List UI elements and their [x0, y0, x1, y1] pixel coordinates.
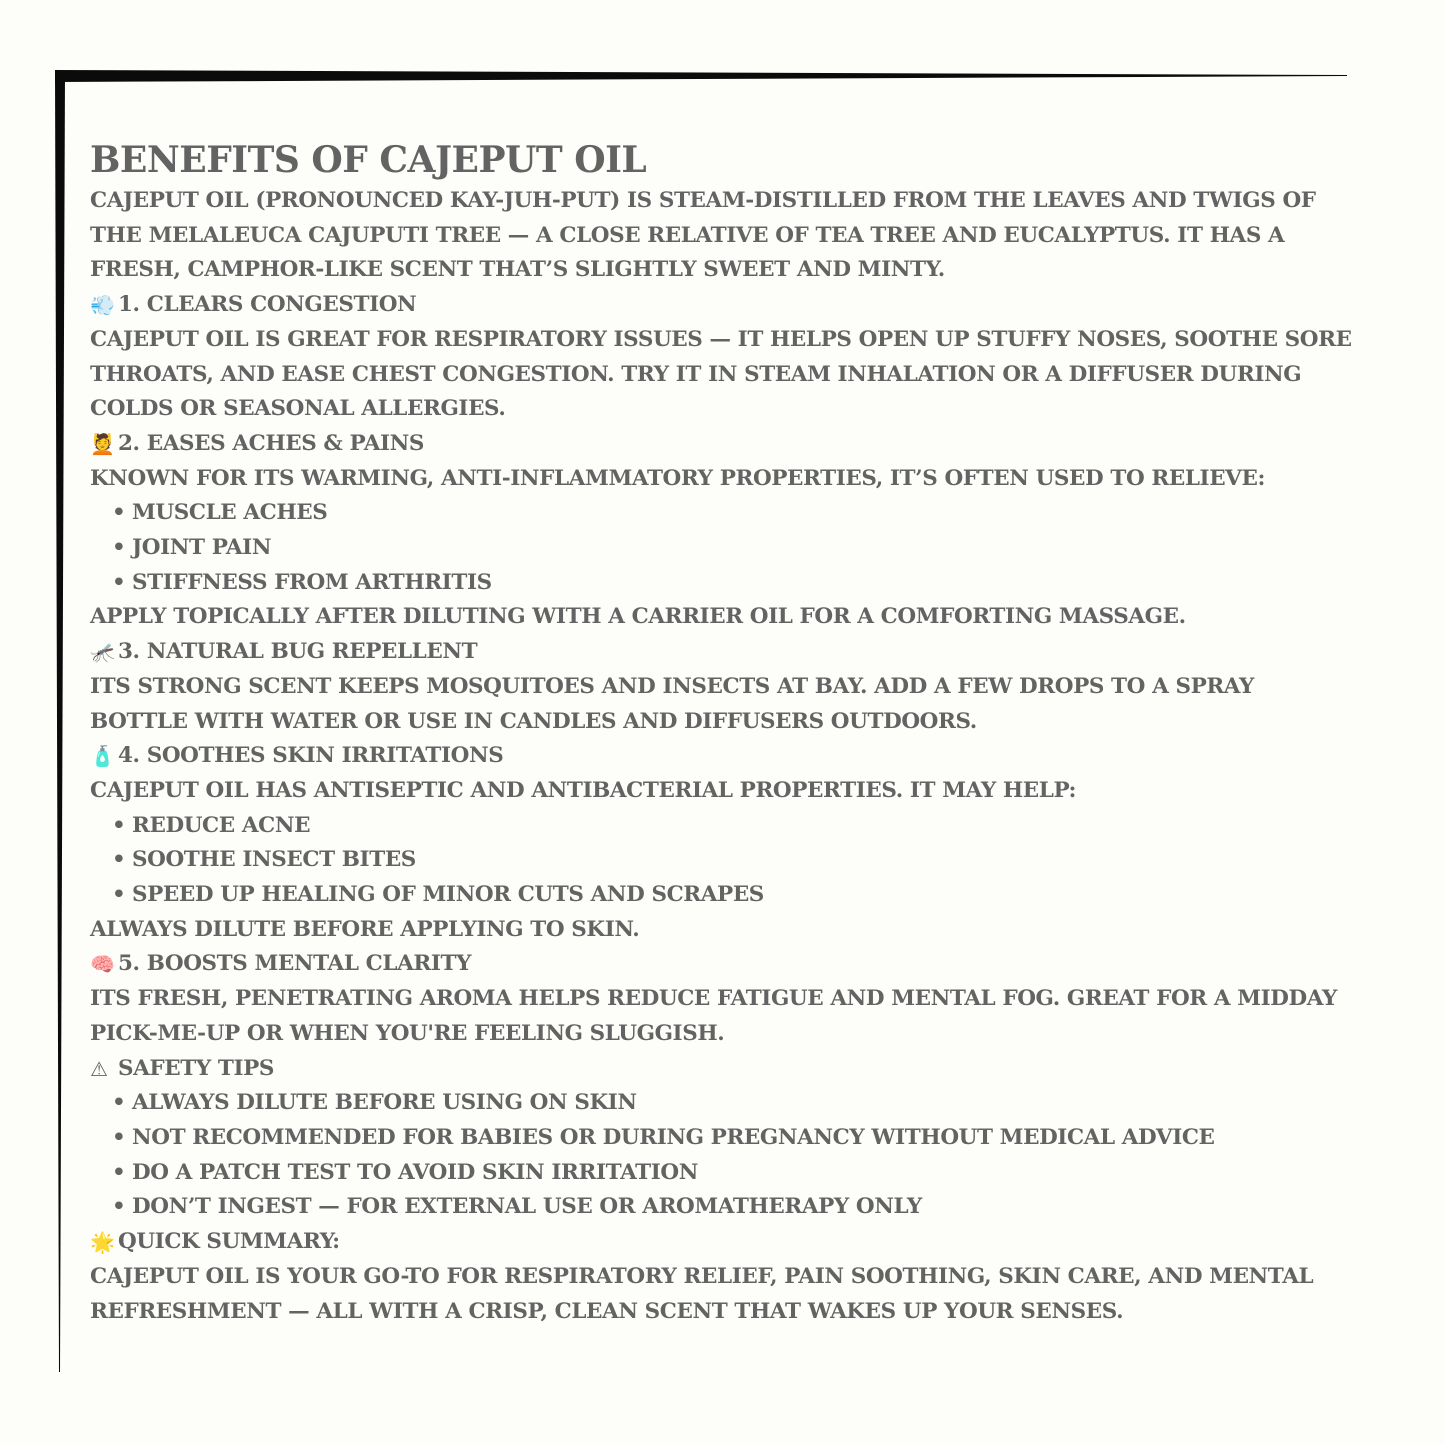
frame-top-border — [55, 70, 1347, 82]
article — [90, 136, 1355, 1329]
star-icon: 🌟 — [90, 1230, 115, 1255]
section-text: ITS FRESH, PENETRATING AROMA HELPS REDUCE FATIGUE AND MENTAL FOG. GREAT FOR A MIDDAY PICK-ME-UP OR WHEN YOU'RE FEELING SLUGGISH. — [90, 986, 1337, 1046]
bullet-icon: • — [112, 812, 126, 838]
aches-list — [90, 496, 1355, 600]
list-item: • NOT RECOMMENDED FOR BABIES OR DURING PREGNANCY WITHOUT MEDICAL ADVICE — [112, 1121, 1355, 1156]
section-heading-congestion — [90, 288, 1355, 323]
section-heading-text: QUICK SUMMARY: — [118, 1229, 340, 1255]
bullet-icon: • — [112, 535, 126, 561]
section-text: KNOWN FOR ITS WARMING, ANTI-INFLAMMATORY PROPERTIES, IT’S OFTEN USED TO RELIEVE: — [90, 465, 1265, 491]
list-item: • JOINT PAIN — [112, 531, 1355, 566]
section-heading-bug-repellent — [90, 635, 1355, 670]
section-heading-text: 2. EASES ACHES & PAINS — [118, 430, 425, 456]
section-text: CAJEPUT OIL HAS ANTISEPTIC AND ANTIBACTERIAL PROPERTIES. IT MAY HELP: — [90, 777, 1077, 803]
section-text: ALWAYS DILUTE BEFORE APPLYING TO SKIN. — [90, 916, 640, 942]
frame-left-border — [55, 72, 65, 1372]
brain-icon: 🧠 — [90, 952, 115, 977]
bullet-icon: • — [112, 1159, 126, 1185]
lotion-bottle-icon: 🧴 — [90, 744, 115, 769]
list-item: • SPEED UP HEALING OF MINOR CUTS AND SCRAPES — [112, 878, 1355, 913]
warning-icon: ⚠ — [90, 1056, 108, 1081]
page-title: BENEFITS OF CAJEPUT OIL — [90, 139, 647, 181]
section-heading-safety — [90, 1052, 1355, 1087]
massage-icon: 💆 — [90, 431, 115, 456]
bullet-icon: • — [112, 569, 126, 595]
section-heading-aches — [90, 427, 1355, 462]
section-text: CAJEPUT OIL IS GREAT FOR RESPIRATORY ISSUES — IT HELPS OPEN UP STUFFY NOSES, SOOTHE SORE THROATS, AND EASE CHEST CONGESTION. TRY IT IN STEAM INHALATION OR A DIFFUSER DURING COLDS OR SEASONAL ALLERGIES. — [90, 326, 1352, 422]
mosquito-icon: 🦟 — [90, 640, 115, 665]
summary-text: CAJEPUT OIL IS YOUR GO-TO FOR RESPIRATORY RELIEF, PAIN SOOTHING, SKIN CARE, AND MENTAL REFRESHMENT — ALL WITH A CRISP, CLEAN SCENT THAT WAKES UP YOUR SENSES. — [90, 1263, 1314, 1324]
skin-list — [90, 809, 1355, 913]
bullet-icon: • — [112, 1124, 126, 1150]
bullet-icon: • — [112, 1194, 126, 1220]
section-heading-skin — [90, 739, 1355, 774]
bullet-icon: • — [112, 1090, 126, 1116]
section-text: ITS STRONG SCENT KEEPS MOSQUITOES AND INSECTS AT BAY. ADD A FEW DROPS TO A SPRAY BOTTLE WITH WATER OR USE IN CANDLES AND DIFFUSERS OUTDOORS. — [90, 673, 1254, 734]
section-heading-summary — [90, 1225, 1355, 1260]
section-text: APPLY TOPICALLY AFTER DILUTING WITH A CARRIER OIL FOR A COMFORTING MASSAGE. — [90, 604, 1186, 630]
intro-paragraph: CAJEPUT OIL (PRONOUNCED KAY-JUH-PUT) IS STEAM-DISTILLED FROM THE LEAVES AND TWIGS OF THE MELALEUCA CAJUPUTI TREE — A CLOSE RELATIVE OF TEA TREE AND EUCALYPTUS. IT HAS A FRESH, CAMPHOR-LIKE SCENT THAT’S SLIGHTLY SWEET AND MINTY. — [90, 188, 1316, 283]
list-item: • SOOTHE INSECT BITES — [112, 843, 1355, 878]
section-heading-text: SAFETY TIPS — [118, 1055, 275, 1081]
bullet-icon: • — [112, 847, 126, 873]
list-item: • ALWAYS DILUTE BEFORE USING ON SKIN — [112, 1086, 1355, 1121]
section-heading-text: 4. SOOTHES SKIN IRRITATIONS — [118, 743, 504, 769]
list-item: • DON’T INGEST — FOR EXTERNAL USE OR AROMATHERAPY ONLY — [112, 1190, 1355, 1225]
bullet-icon: • — [112, 882, 126, 908]
wind-icon: 💨 — [90, 293, 115, 318]
bullet-icon: • — [112, 500, 126, 526]
safety-list — [90, 1086, 1355, 1225]
list-item: • MUSCLE ACHES — [112, 496, 1355, 531]
list-item: • DO A PATCH TEST TO AVOID SKIN IRRITATION — [112, 1156, 1355, 1191]
section-heading-text: 5. BOOSTS MENTAL CLARITY — [118, 951, 472, 977]
list-item: • REDUCE ACNE — [112, 809, 1355, 844]
section-heading-text: 3. NATURAL BUG REPELLENT — [118, 639, 478, 665]
list-item: • STIFFNESS FROM ARTHRITIS — [112, 566, 1355, 601]
section-heading-mental-clarity — [90, 947, 1355, 982]
section-heading-text: 1. CLEARS CONGESTION — [118, 292, 417, 318]
